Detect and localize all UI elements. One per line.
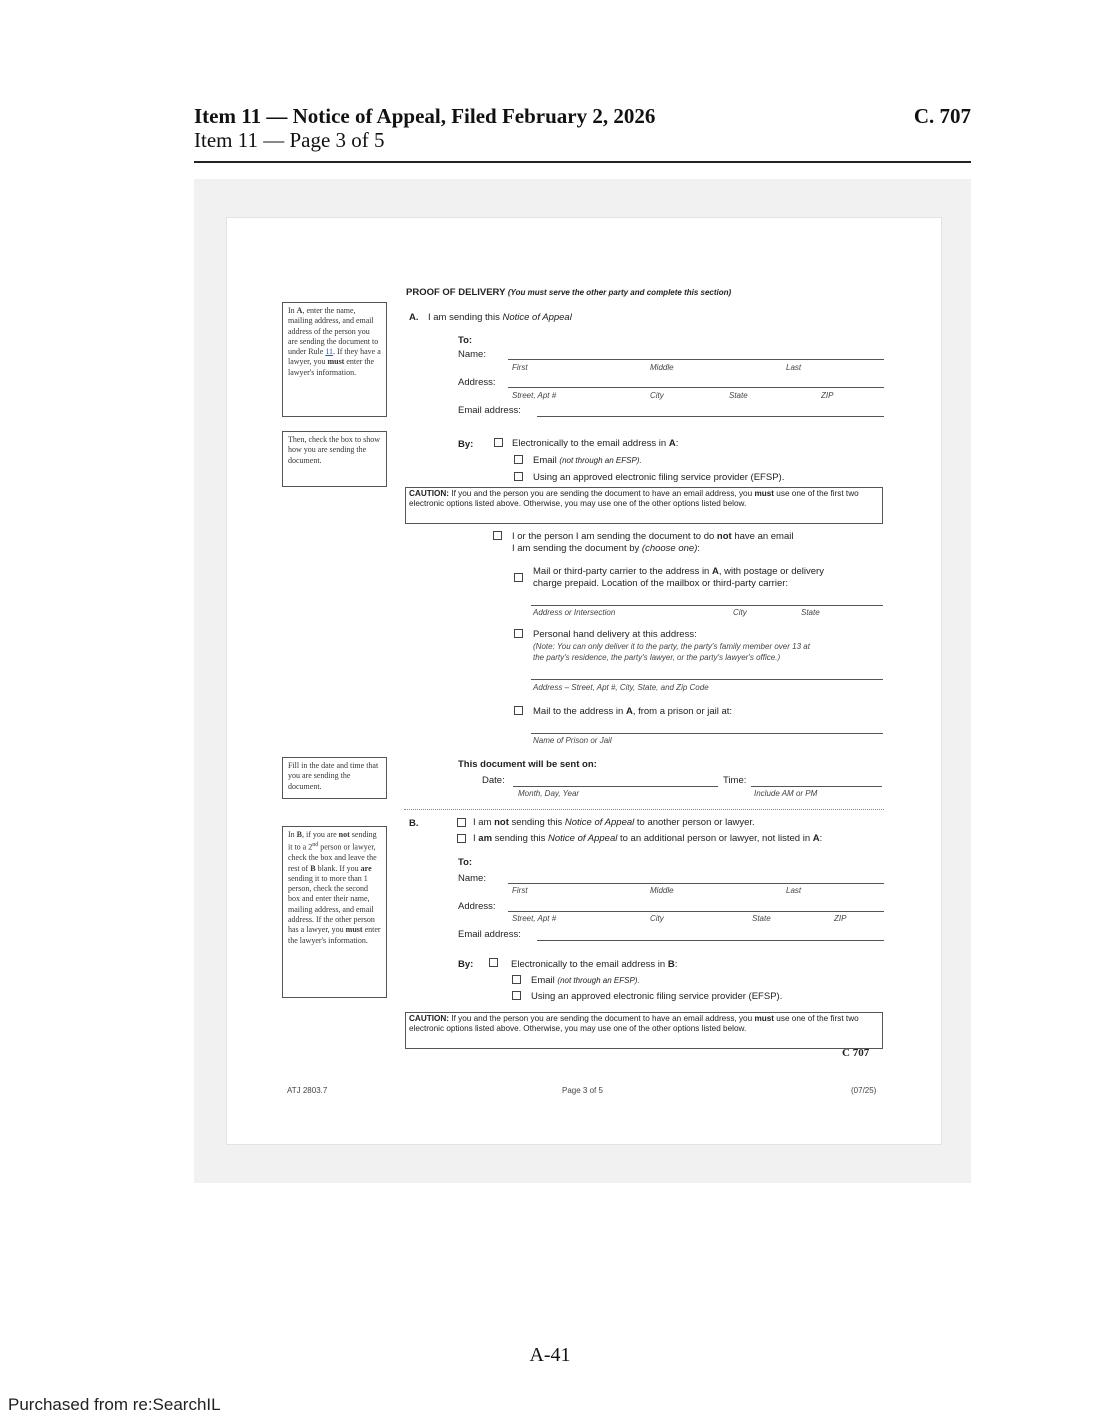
no-email-line2: I am sending the document by (choose one): (512, 543, 701, 554)
section-b-name-label: Name: (458, 873, 486, 884)
section-a-electronic-label: Electronically to the email address in A: (512, 438, 679, 449)
note-date-time: Fill in the date and time that you are sending the document. (282, 757, 387, 799)
purchase-footer: Purchased from re:SearchIL (8, 1395, 221, 1414)
section-a-to-label: To: (458, 335, 473, 346)
page-header (194, 104, 971, 152)
note-section-a: In A, enter the name, mailing address, and email address of the person you are sending the document to under Rule 11. If they have a lawyer, you must enter the lawyer's information. (282, 302, 387, 417)
mail-carrier-field[interactable] (531, 605, 883, 606)
section-b-efsp-option: Using an approved electronic filing service provider (EFSP). (531, 991, 783, 1002)
send-on-date-sub: Month, Day, Year (518, 789, 580, 798)
mail-carrier-sub-city: City (733, 608, 747, 617)
section-a-email-label: Email address: (458, 405, 521, 416)
section-b-additional-label: I am sending this Notice of Appeal to an additional person or lawyer, not listed in A: (473, 833, 823, 844)
prison-mail-field[interactable] (531, 733, 883, 734)
section-a-efsp-checkbox[interactable] (514, 472, 523, 481)
section-b-name-middle: Middle (650, 886, 674, 895)
hand-delivery-note1: (Note: You can only deliver it to the party, the party's family member over 13 at (533, 642, 810, 651)
note-check-box: Then, check the box to show how you are sending the document. (282, 431, 387, 487)
section-a-address-state: State (729, 391, 748, 400)
section-a-email-field[interactable] (537, 416, 884, 417)
document-subtitle: Item 11 — Page 3 of 5 (194, 128, 385, 152)
section-divider (404, 809, 884, 810)
section-a-electronic-checkbox[interactable] (494, 438, 503, 447)
section-b-name-first: First (512, 886, 528, 895)
section-b-letter: B. (409, 818, 419, 829)
send-on-time-sub: Include AM or PM (754, 789, 818, 798)
section-b-email-checkbox[interactable] (512, 975, 521, 984)
hand-delivery-field[interactable] (531, 679, 883, 680)
section-b-by-label: By: (458, 959, 474, 970)
mail-carrier-checkbox[interactable] (514, 573, 523, 582)
send-on-title: This document will be sent on: (458, 759, 597, 770)
hand-delivery-checkbox[interactable] (514, 629, 523, 638)
section-b-additional-checkbox[interactable] (457, 834, 466, 843)
section-b-electronic-checkbox[interactable] (489, 958, 498, 967)
section-b-not-sending-checkbox[interactable] (457, 818, 466, 827)
mail-carrier-line1: Mail or third-party carrier to the address in A, with postage or delivery (533, 566, 824, 577)
section-b-address-label: Address: (458, 901, 496, 912)
form-revision: (07/25) (851, 1086, 877, 1095)
document-title: Item 11 — Notice of Appeal, Filed February 2, 2026 (194, 104, 656, 128)
section-a-address-zip: ZIP (821, 391, 834, 400)
page-number: A-41 (529, 1344, 571, 1366)
no-email-line1: I or the person I am sending the document to do not have an email (512, 531, 794, 542)
mail-carrier-line2: charge prepaid. Location of the mailbox or third-party carrier: (533, 578, 789, 589)
section-a-name-middle: Middle (650, 363, 674, 372)
section-a-email-checkbox[interactable] (514, 455, 523, 464)
caution-box-a: CAUTION: If you and the person you are sending the document to have an email address, you must use one of the first two electronic options listed above. Otherwise, you may use one of the other options listed below. (405, 487, 883, 524)
hand-delivery-note2: the party's residence, the party's lawyer, or the party's lawyer's office.) (533, 653, 781, 662)
section-a-efsp-option: Using an approved electronic filing service provider (EFSP). (533, 472, 785, 483)
section-b-address-zip: ZIP (834, 914, 847, 923)
hand-delivery-label: Personal hand delivery at this address: (533, 629, 697, 640)
send-on-time-label: Time: (723, 775, 747, 786)
section-a-letter: A. (409, 312, 419, 323)
form-page-indicator: Page 3 of 5 (562, 1086, 603, 1095)
section-a-name-first: First (512, 363, 528, 372)
mail-carrier-sub-address: Address or Intersection (533, 608, 616, 617)
section-b-name-field[interactable] (508, 883, 884, 884)
send-on-date-field[interactable] (513, 786, 718, 787)
section-a-address-field[interactable] (508, 387, 884, 388)
section-a-name-label: Name: (458, 349, 486, 360)
hand-delivery-sub: Address – Street, Apt #, City, State, and Zip Code (533, 683, 709, 692)
section-a-name-last: Last (786, 363, 802, 372)
section-b-name-last: Last (786, 886, 802, 895)
case-number: C. 707 (913, 104, 971, 128)
section-b-email-label: Email address: (458, 929, 521, 940)
section-b-email-field[interactable] (537, 940, 884, 941)
section-b-electronic-label: Electronically to the email address in B: (511, 959, 678, 970)
prison-mail-label: Mail to the address in A, from a prison or jail at: (533, 706, 733, 717)
send-on-date-label: Date: (482, 775, 505, 786)
mail-carrier-sub-state: State (801, 608, 820, 617)
send-on-time-field[interactable] (751, 786, 882, 787)
section-b-to-label: To: (458, 857, 473, 868)
section-a-name-field[interactable] (508, 359, 884, 360)
section-b-address-field[interactable] (508, 911, 884, 912)
section-a-lead: I am sending this Notice of Appeal (428, 312, 572, 323)
section-a-address-label: Address: (458, 377, 496, 388)
form-stamp: C 707 (842, 1047, 870, 1059)
section-b-address-city: City (650, 914, 664, 923)
caution-box-b: CAUTION: If you and the person you are sending the document to have an email address, you must use one of the first two electronic options listed above. Otherwise, you may use one of the other options listed below. (405, 1012, 883, 1049)
section-title: PROOF OF DELIVERY (You must serve the other party and complete this section) (406, 287, 732, 298)
note-section-b: In B, if you are not sending it to a 2nd person or lawyer, check the box and leave the rest of B blank. If you are sending it to more than 1 person, check the second box and enter their name, mailing address, and email address. If the other person has a lawyer, you must enter the lawyer's information. (282, 826, 387, 998)
section-a-by-label: By: (458, 439, 474, 450)
no-email-checkbox[interactable] (493, 531, 502, 540)
section-b-address-street: Street, Apt # (512, 914, 557, 923)
section-a-address-city: City (650, 391, 664, 400)
section-b-not-sending-label: I am not sending this Notice of Appeal to another person or lawyer. (473, 817, 755, 828)
prison-mail-checkbox[interactable] (514, 706, 523, 715)
section-b-email-option: Email (not through an EFSP). (531, 975, 640, 986)
prison-mail-sub: Name of Prison or Jail (533, 736, 612, 745)
section-note: (You must serve the other party and complete this section) (507, 288, 732, 297)
form-code: ATJ 2803.7 (287, 1086, 328, 1095)
section-b-efsp-checkbox[interactable] (512, 991, 521, 1000)
section-a-email-option: Email (not through an EFSP). (533, 455, 642, 466)
header-rule (194, 161, 971, 163)
section-a-address-street: Street, Apt # (512, 391, 557, 400)
section-b-address-state: State (752, 914, 771, 923)
